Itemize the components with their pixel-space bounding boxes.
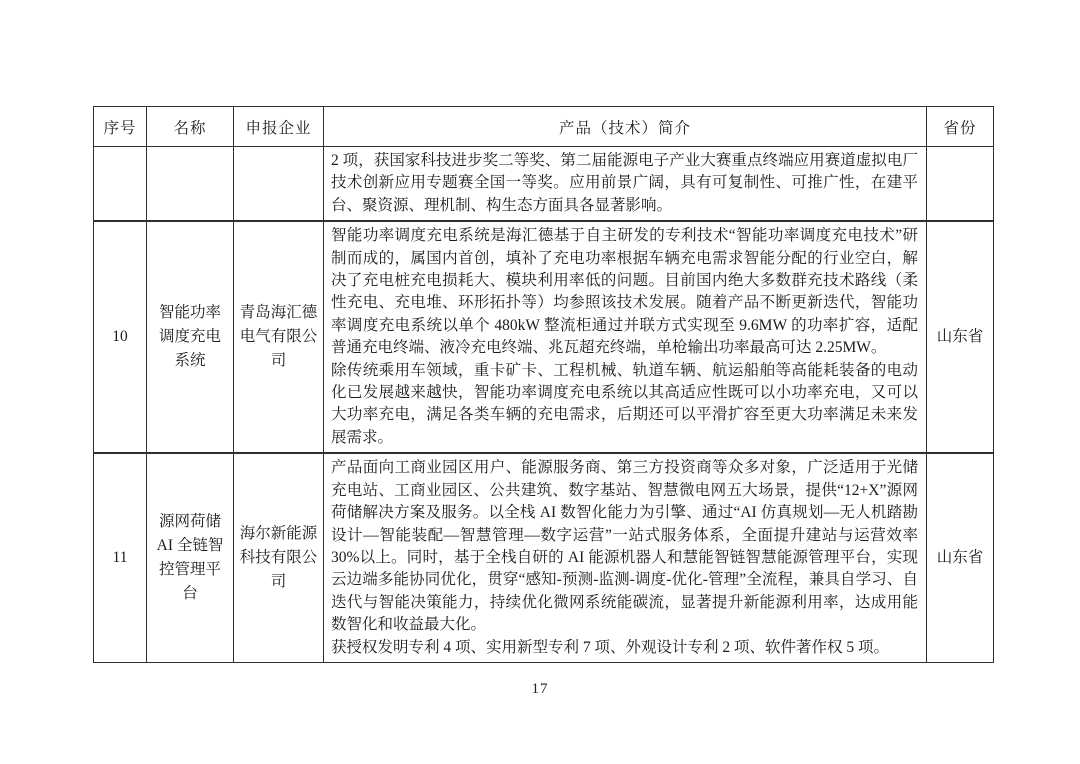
name-cell: 智能功率调度充电系统 <box>147 221 234 453</box>
intro-paragraph: 2 项，获国家科技进步奖二等奖、第二届能源电子产业大赛重点终端应用赛道虚拟电厂技术创新应用专题赛全国一等奖。应用前景广阔，具有可复制性、可推广性，在建平台、聚资源、理机制、构生态方面具各显著影响。 <box>331 152 918 214</box>
seq-cell: 11 <box>94 453 147 662</box>
intro-paragraph: 除传统乘用车领域，重卡矿卡、工程机械、轨道车辆、航运船舶等高能耗装备的电动化已发展越来越快，智能功率调度充电系统以其高适应性既可以小功率充电，又可以大功率充电，满足各类车辆的充电需求，后期还可以平滑扩容至更大功率满足未来发展需求。 <box>331 361 918 446</box>
province-cell: 山东省 <box>927 221 994 453</box>
intro-paragraph: 智能功率调度充电系统是海汇德基于自主研发的专利技术“智能功率调度充电技术”研制而成的，属国内首创，填补了充电功率根据车辆充电需求智能分配的行业空白，解决了充电桩充电损耗大、模块利用率低的问题。目前国内绝大多数群充技术路线（柔性充电、充电堆、环形拓扑等）均参照该技术发展。随着产品不断更新迭代，智能功率调度充电系统以单个 480kW 整流柜通过并联方式实现至 9.6MW 的功率扩容，适配普通充电终端、液冷充电终端、兆瓦超充终端，单枪输出功率最高可达 2.25MW。 <box>331 227 918 357</box>
intro-paragraph: 产品面向工商业园区用户、能源服务商、第三方投资商等众多对象，广泛适用于光储充电站、工商业园区、公共建筑、数字基站、智慧微电网五大场景，提供“12+X”源网荷储解决方案及服务。以全栈 AI 数智化能力为引擎、通过“AI 仿真规划—无人机踏勘设计—智能装配—智慧管理—数字运营”一站式服务体系，全面提升建站与运营效率 30%以上。同时，基于全栈自研的 AI 能源机器人和慧能智链智慧能源管理平台，实现云边端多能协同优化，贯穿“感知-预测-监测-调度-优化-管理”全流程，兼具自学习、自迭代与智能决策能力，持续优化微网系统能碳流，显著提升新能源利用率，达成用能数智化和收益最大化。 <box>331 459 918 634</box>
table-header-row <box>94 107 994 147</box>
name-cell: 源网荷储 AI 全链智控管理平台 <box>147 453 234 662</box>
province-cell <box>927 147 994 222</box>
column-header-province: 省份 <box>927 107 994 147</box>
company-cell: 海尔新能源科技有限公司 <box>234 453 324 662</box>
column-header-intro: 产品（技术）简介 <box>324 107 927 147</box>
table-row-continuation <box>94 147 994 222</box>
intro-cell <box>324 453 927 662</box>
column-header-seq: 序号 <box>94 107 147 147</box>
company-cell <box>234 147 324 222</box>
column-header-name: 名称 <box>147 107 234 147</box>
table-row-10 <box>94 221 994 453</box>
page-number: 17 <box>531 681 549 697</box>
table-row-11 <box>94 453 994 662</box>
column-header-company: 申报企业 <box>234 107 324 147</box>
company-cell: 青岛海汇德电气有限公司 <box>234 221 324 453</box>
product-table <box>93 106 994 663</box>
intro-cell <box>324 221 927 453</box>
province-cell: 山东省 <box>927 453 994 662</box>
intro-paragraph: 获授权发明专利 4 项、实用新型专利 7 项、外观设计专利 2 项、软件著作权 5 项。 <box>331 638 890 656</box>
name-cell <box>147 147 234 222</box>
intro-cell <box>324 147 927 222</box>
seq-cell <box>94 147 147 222</box>
seq-cell: 10 <box>94 221 147 453</box>
